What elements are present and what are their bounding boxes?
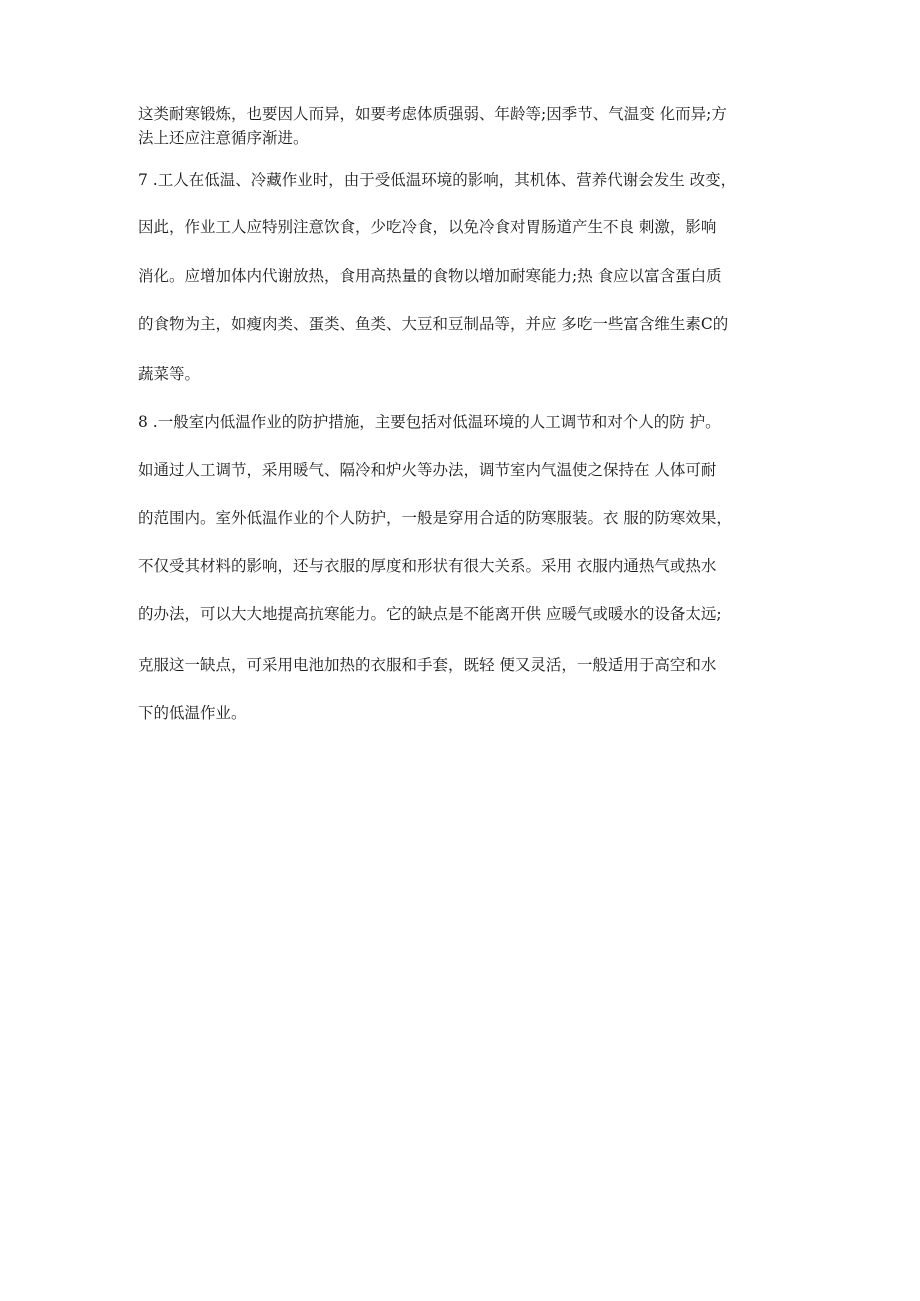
text-line: 法上还应注意循序渐进。 (138, 129, 309, 147)
text-line: 这类耐寒锻炼，也要因人而异，如要考虑体质强弱、年龄等;因季节、气温变 化而异;方 (138, 105, 727, 123)
text-line: 蔬菜等。 (138, 365, 201, 383)
text-line: 8 .一般室内低温作业的防护措施，主要包括对低温环境的人工调节和对个人的防 护。 (138, 413, 721, 431)
text-line: 消化。应增加体内代谢放热，食用高热量的食物以增加耐寒能力;热 食应以富含蛋白质 (138, 267, 722, 285)
text-line: 如通过人工调节，采用暖气、隔冷和炉火等办法，调节室内气温使之保持在 人体可耐 (138, 461, 717, 479)
text-line: 克服这一缺点，可采用电池加热的衣服和手套，既轻 便又灵活，一般适用于高空和水 (138, 656, 717, 674)
text-line: 不仅受其材料的影响，还与衣服的厚度和形状有很大关系。采用 衣服内通热气或热水 (138, 557, 717, 575)
text-line: 的食物为主，如瘦肉类、蛋类、鱼类、大豆和豆制品等，并应 多吃一些富含维生素C的 (138, 315, 729, 333)
text-line: 的范围内。室外低温作业的个人防护，一般是穿用合适的防寒服装。衣 服的防寒效果， (138, 509, 732, 527)
text-line: 的办法，可以大大地提高抗寒能力。它的缺点是不能离开供 应暖气或暖水的设备太远; (138, 605, 722, 623)
text-line: 7 .工人在低温、冷藏作业时，由于受低温环境的影响，其机体、营养代谢会发生 改变， (138, 171, 737, 189)
text-line: 下的低温作业。 (138, 704, 247, 722)
text-line: 因此，作业工人应特别注意饮食，少吃冷食，以免冷食对胃肠道产生不良 刺激，影响 (138, 218, 717, 236)
